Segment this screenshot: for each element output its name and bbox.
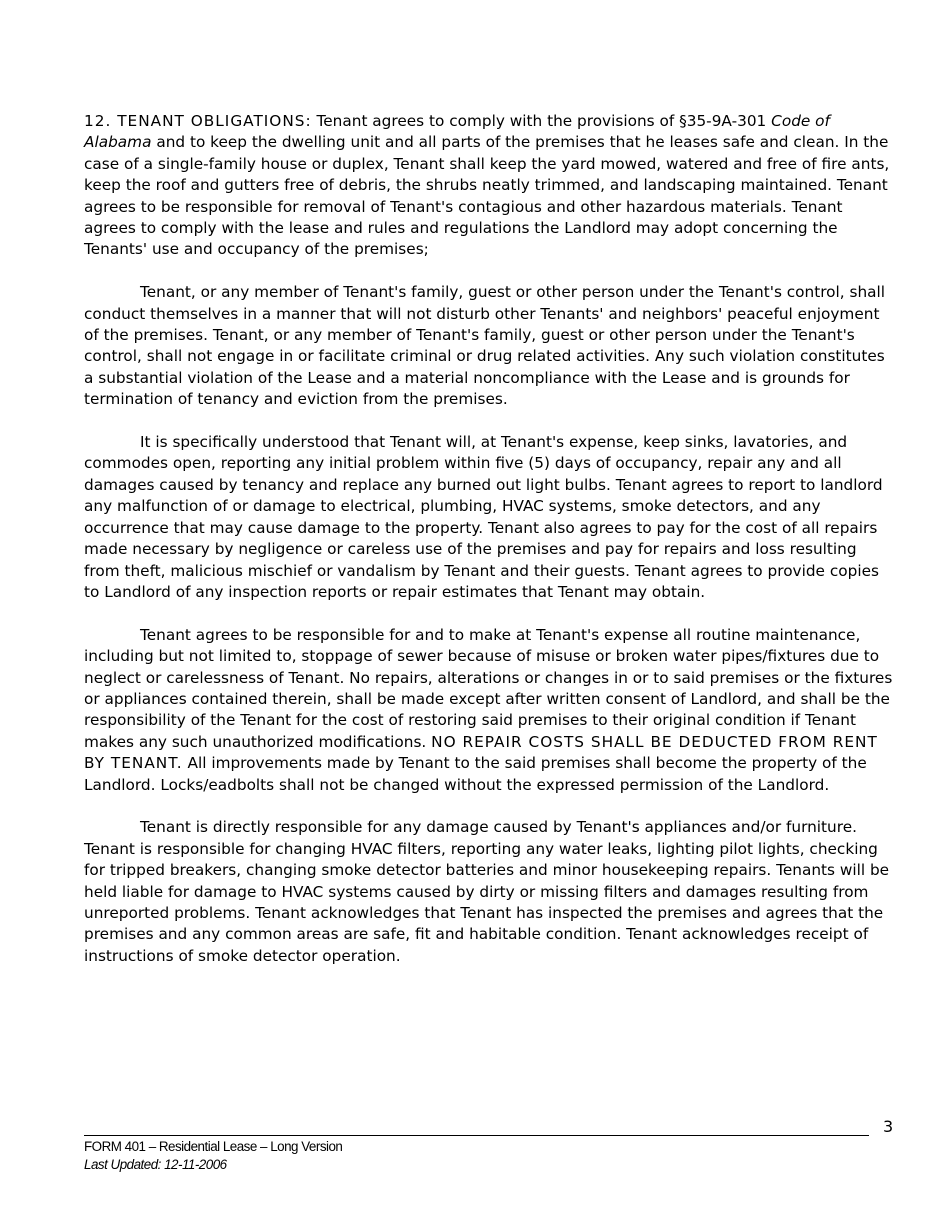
document-body <box>84 111 894 989</box>
conduct-paragraph: Tenant, or any member of Tenant's family, guest or other person under the Tenant's control, shall conduct themselves in a manner that will not disturb other Tenants' and neighbors' peaceful enjoyment of the premises. Tenant, or any member of Tenant's family, guest or other person under the Tenant's control, shall not engage in or facilitate criminal or drug related activities. Any such violation constitutes a substantial violation of the Lease and a material noncompliance with the Lease and is grounds for termination of tenancy and eviction from the premises. <box>84 283 886 409</box>
footer-divider <box>84 1135 869 1136</box>
intro-rest: and to keep the dwelling unit and all parts of the premises that he leases safe and clean. In the case of a single-family house or duplex, Tenant shall keep the yard mowed, watered and free of fire ants, keep the roof and gutters free of debris, the shrubs neatly trimmed, and landscaping maintained. Tenant agrees to be responsible for removal of Tenant's contagious and other hazardous materials. Tenant agrees to comply with the lease and rules and regulations the Landlord may adopt concerning the Tenants' use and occupancy of the premises; <box>84 133 890 259</box>
last-updated: Last Updated: 12-11-2006 <box>84 1157 227 1172</box>
maintenance-paragraph <box>84 625 894 796</box>
maintenance-text-b: All improvements made by Tenant to the said premises shall become the property of the Landlord. Locks/eadbolts shall not be changed without the expressed permission of the Landlord. <box>84 754 867 794</box>
form-title: FORM 401 – Residential Lease – Long Version <box>84 1139 343 1154</box>
page-number: 3 <box>883 1117 894 1136</box>
code-reference: Code of Alabama <box>84 112 830 152</box>
repair-costs-notice: NO REPAIR COSTS SHALL BE DEDUCTED FROM RENT BY TENANT. <box>84 732 878 773</box>
footer <box>84 1138 342 1174</box>
section-12-paragraph <box>84 111 894 261</box>
section-heading: 12. TENANT OBLIGATIONS: <box>84 112 312 130</box>
maintenance-text-a: Tenant agrees to be responsible for and to make at Tenant's expense all routine maintenance, including but not limited to, stoppage of sewer because of misuse or broken water pipes/fixtures due to neglect or carelessness of Tenant. No repairs, alterations or changes in or to said premises or the fixtures or appliances contained therein, shall be made except after written consent of Landlord, and shall be the responsibility of the Tenant for the cost of restoring said premises to their original condition if Tenant makes any such unauthorized modifications. <box>84 625 893 751</box>
repairs-paragraph: It is specifically understood that Tenant will, at Tenant's expense, keep sinks, lavatories, and commodes open, reporting any initial problem within five (5) days of occupancy, repair any and all damages caused by tenancy and replace any burned out light bulbs. Tenant agrees to report to landlord any malfunction of or damage to electrical, plumbing, HVAC systems, smoke detectors, and any occurrence that may cause damage to the property. Tenant also agrees to pay for the cost of all repairs made necessary by negligence or careless use of the premises and pay for repairs and loss resulting from theft, malicious mischief or vandalism by Tenant and their guests. Tenant agrees to provide copies to Landlord of any inspection reports or repair estimates that Tenant may obtain. <box>84 433 883 601</box>
damage-paragraph: Tenant is directly responsible for any damage caused by Tenant's appliances and/or furniture. Tenant is responsible for changing HVAC filters, reporting any water leaks, lighting pilot lights, checking for tripped breakers, changing smoke detector batteries and minor housekeeping repairs. Tenants will be held liable for damage to HVAC systems caused by dirty or missing filters and damages resulting from unreported problems. Tenant acknowledges that Tenant has inspected the premises and agrees that the premises and any common areas are safe, fit and habitable condition. Tenant acknowledges receipt of instructions of smoke detector operation. <box>84 818 890 965</box>
intro-text: Tenant agrees to comply with the provisions of §35-9A-301 <box>311 112 772 130</box>
